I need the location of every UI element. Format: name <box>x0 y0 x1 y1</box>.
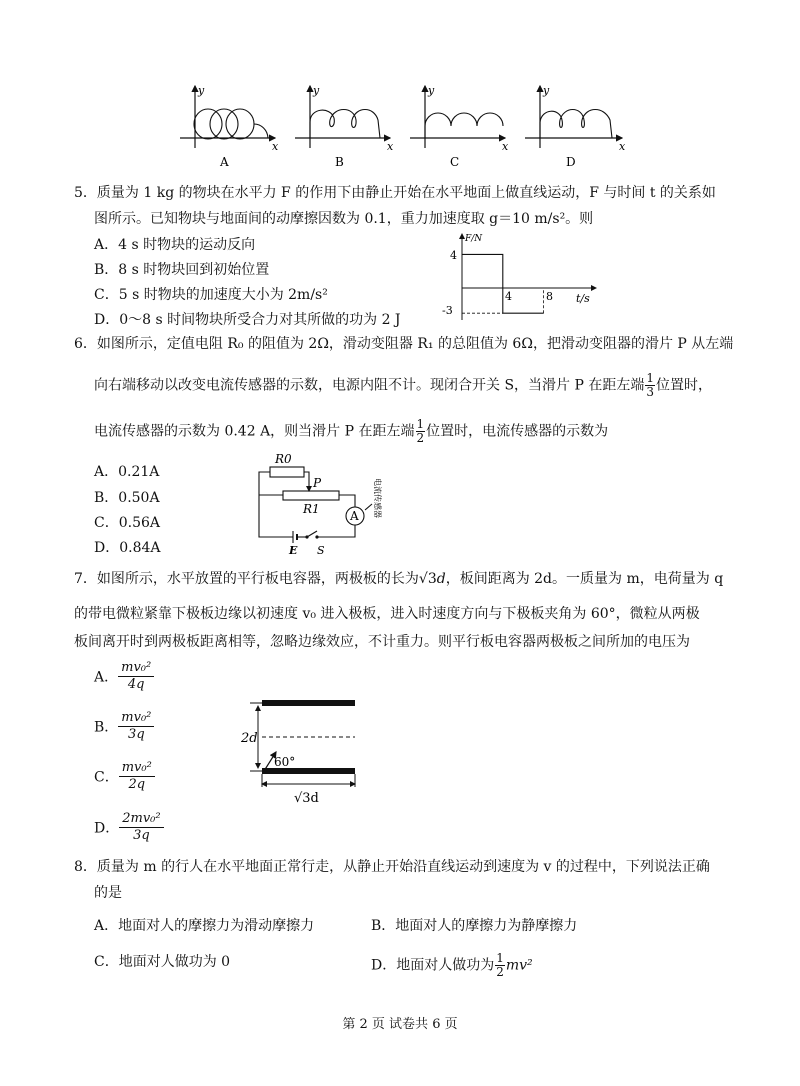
q5-x-tick-4: 4 <box>505 290 512 303</box>
q4-graph-d <box>525 84 626 169</box>
q8-line2: 的是 <box>94 885 122 901</box>
q8-option-c: C．地面对人做功为 0 <box>94 954 231 970</box>
q5-option-a: A．4 s 时物块的运动反向 <box>94 237 256 253</box>
q5-force-series-line <box>462 254 544 313</box>
q6-line2-text-b: 位置时， <box>656 377 712 394</box>
q8-frac-den: 2 <box>496 965 504 979</box>
q6-frac2-num: 1 <box>416 417 425 431</box>
q7-d-den: 3q <box>133 828 150 843</box>
q6-line3-text-a: 电流传感器的示数为 0.42 A，则当滑片 P 在距左端 <box>94 423 415 440</box>
q7-option-d <box>94 811 164 844</box>
q6-fraction-one-third <box>645 372 655 399</box>
q4-label-d: D <box>566 155 576 169</box>
q7-d: d <box>436 571 446 587</box>
q5-y-label: F/N <box>465 234 483 244</box>
q6-s-label: S <box>317 544 325 557</box>
q8-fraction-half <box>495 952 505 979</box>
q4-label-a: A <box>220 155 229 169</box>
q5-y-tick-4: 4 <box>450 249 457 262</box>
q4-graph-b-x-label: x <box>387 140 394 153</box>
q6-e-label: E <box>289 544 298 557</box>
q6-line3-text-b: 位置时，电流传感器的示数为 <box>426 423 609 440</box>
q7-upper-plate <box>262 700 355 706</box>
q7-option-d-fraction <box>119 811 163 844</box>
q4-graph-a-x-label: x <box>272 140 279 153</box>
q8-frac-num: 1 <box>496 951 504 965</box>
q6-line3 <box>94 418 608 445</box>
q6-option-d: D．0.84A <box>94 540 161 556</box>
q5-x-label: t/s <box>576 292 590 305</box>
q6-frac1-den: 3 <box>646 385 654 399</box>
q7-option-b <box>94 710 154 743</box>
q4-graph-d-x-label: x <box>619 140 626 153</box>
q4-graphs-figure <box>170 78 640 170</box>
q8-line1: 8．质量为 m 的行人在水平地面正常行走，从静止开始沿直线运动到速度为 v 的过程中，下列说法正确 <box>74 859 710 875</box>
q6-r1-label: R1 <box>303 502 320 516</box>
q7-b-num: mv₀² <box>118 710 154 727</box>
q5-y-tick-neg3: -3 <box>442 304 453 317</box>
q8-mv2: mv² <box>505 957 533 974</box>
q7-option-a-label: A． <box>94 669 119 686</box>
q7-line1-text-a: 7．如图所示，水平放置的平行板电容器，两极板的长为 <box>74 571 419 587</box>
q7-d-num: 2mv₀² <box>119 811 163 828</box>
q7-gap-label: 2d <box>241 731 258 746</box>
q6-option-c: C．0.56A <box>94 515 160 531</box>
q8-option-a: A．地面对人的摩擦力为滑动摩擦力 <box>94 918 315 934</box>
q7-c-num: mv₀² <box>119 760 155 777</box>
q6-option-a: A．0.21A <box>94 464 160 480</box>
q7-line3: 板间离开时到两极板距离相等，忽略边缘效应，不计重力。则平行板电容器两极板之间所加的电压为 <box>74 634 690 650</box>
q5-option-c: C．5 s 时物块的加速度大小为 2m/s² <box>94 287 328 303</box>
q4-graph-b-y-label: y <box>313 84 320 97</box>
q7-option-d-label: D． <box>94 820 120 837</box>
q4-label-c: C <box>450 155 460 169</box>
q7-option-c <box>94 760 155 793</box>
q8-option-d-text: D．地面对人做功为 <box>371 957 495 974</box>
q6-line2 <box>94 372 712 399</box>
q6-option-b: B．0.50A <box>94 490 160 506</box>
q7-a-num: mv₀² <box>118 660 154 677</box>
q8-option-b: B．地面对人的摩擦力为静摩擦力 <box>371 918 578 934</box>
q5-force-time-graph <box>438 230 608 325</box>
q7-capacitor-diagram <box>230 690 370 808</box>
q4-graph-c-y-label: y <box>428 84 435 97</box>
q6-ammeter-label: A <box>350 509 359 523</box>
q4-graph-a-y-label: y <box>198 84 205 97</box>
q6-r0-label: R0 <box>275 452 292 466</box>
q5-x-tick-8: 8 <box>546 290 553 303</box>
q4-graph-c-x-label: x <box>502 140 509 153</box>
q4-graph-b <box>295 84 394 169</box>
q7-option-c-fraction <box>119 760 155 793</box>
q7-line1 <box>74 569 723 589</box>
q4-label-b: B <box>335 155 344 169</box>
q6-frac2-den: 2 <box>416 431 425 445</box>
q6-frac1-num: 1 <box>646 371 654 385</box>
q7-line2: 的带电微粒紧靠下极板边缘以初速度 v₀ 进入极板，进入时速度方向与下极板夹角为 60°，微粒从两极 <box>74 606 700 622</box>
q6-p-label: P <box>313 476 322 490</box>
q7-option-c-label: C． <box>94 769 119 786</box>
q6-circuit-diagram <box>245 450 405 558</box>
q5-stem-line1: 5．质量为 1 kg 的物块在水平力 F 的作用下由静止开始在水平地面上做直线运动，F 与时间 t 的关系如 <box>74 185 716 201</box>
q4-graph-c <box>410 84 509 169</box>
q7-option-b-label: B． <box>94 719 119 736</box>
q5-stem-line2: 图所示。已知物块与地面间的动摩擦因数为 0.1，重力加速度取 g＝10 m/s²。则 <box>94 211 594 227</box>
q6-fraction-one-half <box>416 418 426 445</box>
q5-option-b: B．8 s 时物块回到初始位置 <box>94 262 270 278</box>
q7-line1-text-b: ，板间距离为 2d。一质量为 m，电荷量为 q <box>445 571 724 587</box>
q5-option-d: D．0～8 s 时间物块所受合力对其所做的功为 2 J <box>94 312 401 328</box>
q7-length-label: √3d <box>294 791 319 806</box>
q4-graph-d-y-label: y <box>543 84 550 97</box>
q4-graph-a <box>180 84 279 169</box>
q7-b-den: 3q <box>128 727 145 742</box>
q7-angle-label: 60° <box>274 755 296 769</box>
q7-a-den: 4q <box>127 677 145 692</box>
q8-option-d <box>371 952 533 979</box>
page-footer: 第 2 页 试卷共 6 页 <box>342 1017 458 1032</box>
q7-sqrt3: √3 <box>418 571 437 587</box>
q7-option-a-fraction <box>118 660 154 693</box>
q6-sensor-label: 电流传感器 <box>373 478 382 518</box>
q7-option-b-fraction <box>118 710 154 743</box>
q7-option-a <box>94 660 154 693</box>
q6-line1: 6．如图所示，定值电阻 R₀ 的阻值为 2Ω，滑动变阻器 R₁ 的总阻值为 6Ω，把滑动变阻器的滑片 P 从左端 <box>74 336 734 352</box>
q6-line2-text-a: 向右端移动以改变电流传感器的示数，电源内阻不计。现闭合开关 S，当滑片 P 在距左端 <box>94 377 645 394</box>
q7-c-den: 2q <box>128 777 146 792</box>
